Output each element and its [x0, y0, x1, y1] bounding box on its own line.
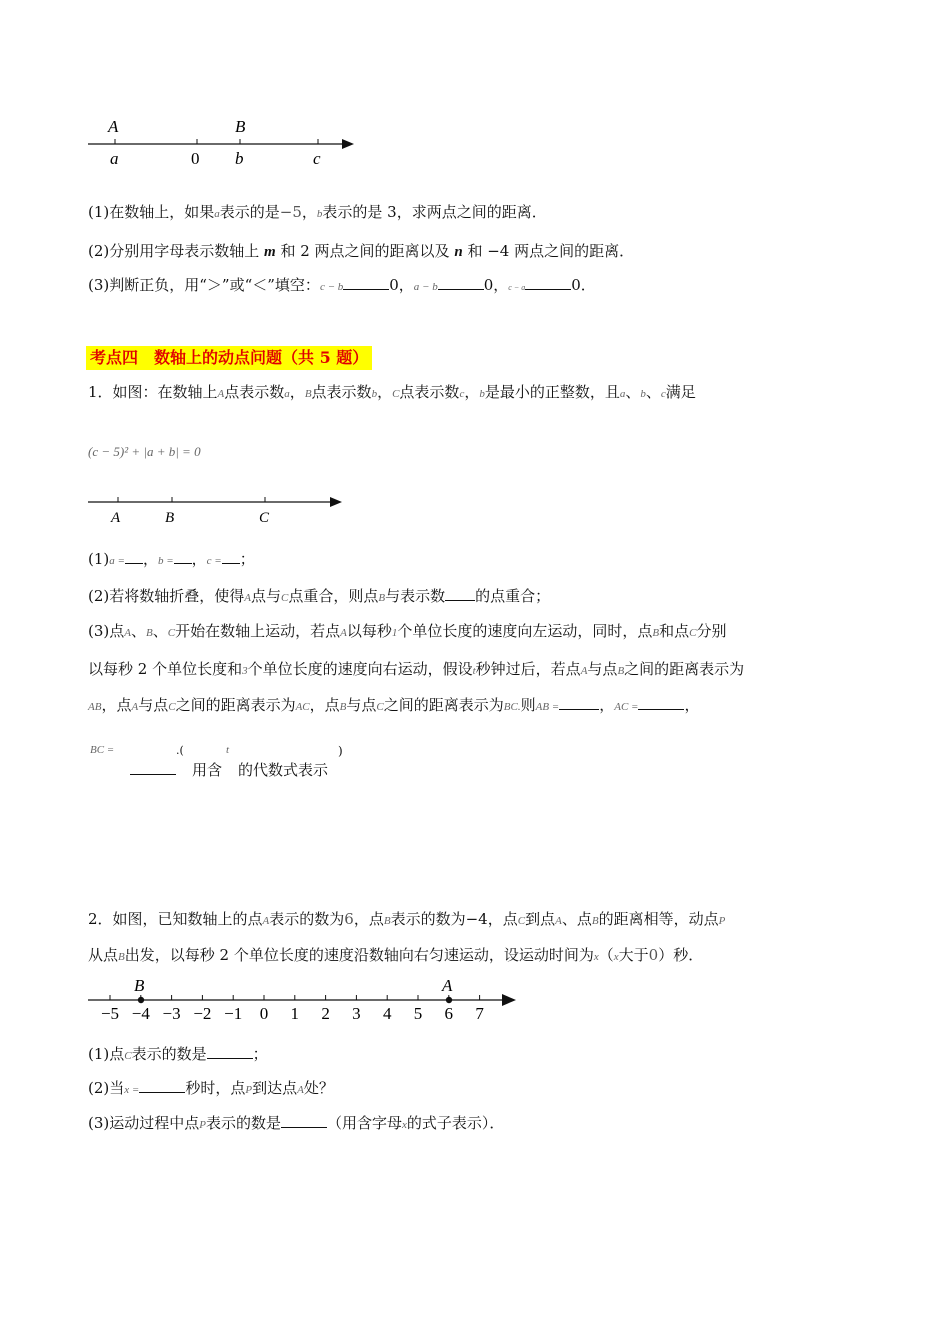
s3-question-3: (3)判断正负，用“＞”或“＜”填空：c − b 0，a − b 0，c − a 0． [88, 276, 596, 294]
answer-blank[interactable] [438, 275, 484, 290]
answer-blank[interactable] [638, 695, 684, 710]
answer-blank[interactable] [139, 1078, 185, 1093]
p1-question-1: (1)a = ，b = ，c = ； [88, 550, 255, 568]
axis-label-C: C [259, 510, 270, 526]
axis-tick-label: −1 [224, 1004, 243, 1023]
s3-question-1: (1)在数轴上，如果a表示的是−5，b表示的是 3，求两点之间的距离． [88, 203, 547, 221]
answer-blank[interactable] [559, 695, 599, 710]
number-line-figure-3 [80, 975, 520, 1025]
axis-tick-label: 4 [382, 1004, 392, 1023]
p2-intro-line-1: 2．如图，已知数轴上的点A表示的数为6，点B表示的数为−4，点C到点A、点B的距离相等，动点P [88, 910, 726, 928]
value-label-0: 0 [191, 149, 200, 168]
number-line-figure-1 [80, 110, 380, 170]
p1-question-2: (2)若将数轴折叠，使得A点与C点重合，则点B与表示数 的点重合； [88, 587, 551, 605]
answer-blank[interactable] [130, 760, 176, 775]
answer-blank[interactable] [445, 586, 475, 601]
answer-blank[interactable] [125, 549, 143, 564]
number-line-figure-2 [80, 488, 360, 528]
axis-tick-label: 7 [475, 1004, 484, 1023]
p2-intro-line-2: 从点B出发，以每秒 2 个单位长度的速度沿数轴向右匀速运动，设运动时间为x（x大于0）秒． [88, 946, 704, 964]
answer-blank[interactable] [525, 275, 571, 290]
p1-equation: (c − 5)² + |a + b| = 0 [88, 444, 201, 459]
axis-tick-label: −2 [193, 1004, 212, 1023]
p1-question-3-line-2: 以每秒 2 个单位长度和3个单位长度的速度向右运动，假设t秒钟过后，若点A与点B之间的距离表示为 [88, 660, 745, 678]
axis-tick-label: −4 [131, 1004, 150, 1023]
value-label-c: c [313, 149, 321, 168]
p1-question-3-line-3: AB，点A与点C之间的距离表示为AC，点B与点C之间的距离表示为BC.则AB = ，AC = ， [88, 696, 700, 714]
axis-point-B: B [134, 976, 145, 995]
answer-blank[interactable] [343, 275, 389, 290]
axis-tick-label: 5 [413, 1004, 423, 1023]
axis-point-A: A [442, 976, 453, 995]
axis-tick-label: 1 [290, 1004, 300, 1023]
value-label-b: b [235, 149, 244, 168]
axis-tick-label: −3 [162, 1004, 181, 1023]
point-label-B: B [235, 117, 246, 136]
answer-blank[interactable] [174, 549, 192, 564]
axis-tick-label: 0 [259, 1004, 269, 1023]
axis-tick-label: 3 [352, 1004, 361, 1023]
answer-blank[interactable] [222, 549, 240, 564]
axis-tick-label: 2 [321, 1004, 330, 1023]
p1-question-3-line-4: BC = .( 用含 t 的代数式表示 ) [90, 744, 343, 779]
p2-question-1: (1)点C表示的数是 ； [88, 1045, 268, 1063]
p1-question-3-line-1: (3)点A、B、C开始在数轴上运动，若点A以每秒1个单位长度的速度向左运动，同时，点B和点C分别 [88, 622, 727, 640]
p2-question-2: (2)当x = 秒时，点P到达点A处？ [88, 1079, 334, 1097]
answer-blank[interactable] [207, 1044, 253, 1059]
s3-question-2: (2)分别用字母表示数轴上 m 和 2 两点之间的距离以及 n 和 −4 两点之间的距离． [88, 242, 635, 260]
axis-label-A: A [111, 510, 121, 526]
p1-intro: 1．如图：在数轴上A点表示数a，B点表示数b，C点表示数c，b是最小的正整数，且a、b、c满足 [88, 383, 696, 401]
point-label-A: A [108, 117, 119, 136]
p2-question-3: (3)运动过程中点P表示的数是 （用含字母x的式子表示）． [88, 1114, 505, 1132]
value-label-a: a [110, 149, 119, 168]
section-heading-kaodian4: 考点四 数轴上的动点问题（共 5 题） [86, 346, 372, 370]
axis-label-B: B [165, 510, 175, 526]
axis-tick-label: 6 [444, 1004, 454, 1023]
axis-tick-label: −5 [100, 1004, 120, 1023]
answer-blank[interactable] [281, 1113, 327, 1128]
